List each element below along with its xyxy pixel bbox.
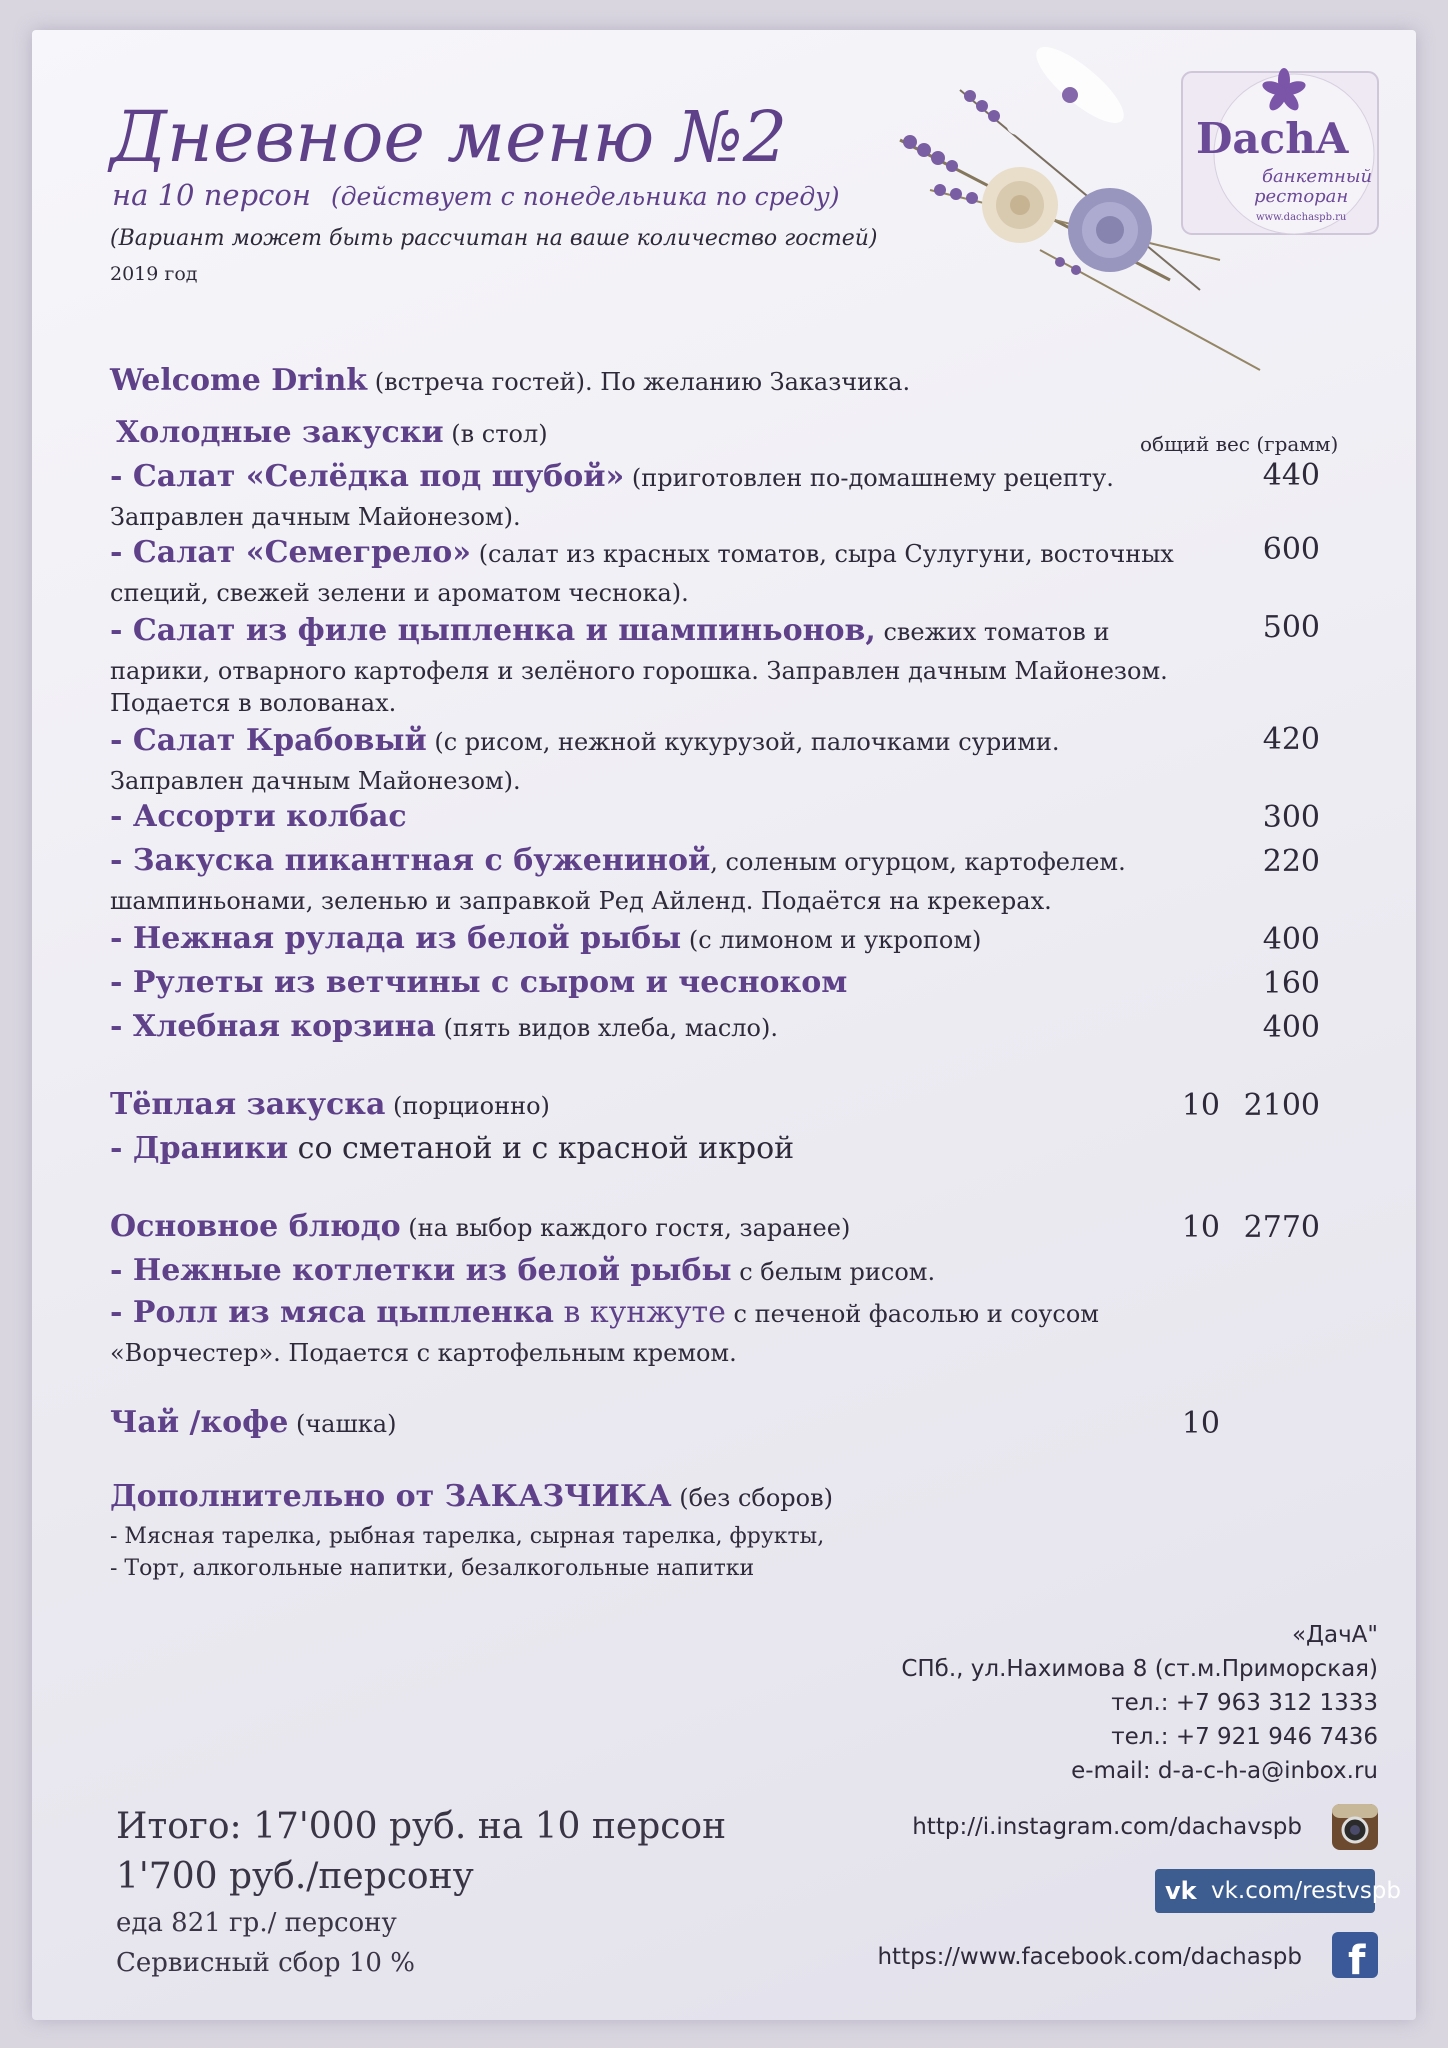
logo-tagline-2: ресторан bbox=[1254, 186, 1349, 207]
menu-item: - Салат «Селёдка под шубой» (приготовлен по-домашнему рецепту. bbox=[110, 459, 1114, 494]
menu-item-desc: Заправлен дачным Майонезом). bbox=[110, 503, 521, 531]
item-weight: 300 bbox=[1262, 800, 1320, 835]
main-item-2: - Ролл из мяса цыпленка в кунжуте с печеной фасолью и соусом bbox=[110, 1295, 1099, 1330]
svg-text:f: f bbox=[1348, 1938, 1366, 1980]
welcome-drink-note: (встреча гостей). По желанию Заказчика. bbox=[374, 368, 911, 396]
contact-phone-2: тел.: +7 921 946 7436 bbox=[1111, 1724, 1378, 1750]
vk-link[interactable] bbox=[1155, 1869, 1402, 1913]
main-weight: 2770 bbox=[1243, 1210, 1320, 1245]
warm-weight: 2100 bbox=[1243, 1088, 1320, 1123]
contact-name: «ДачА" bbox=[1291, 1622, 1378, 1648]
extra-section-header bbox=[110, 1479, 1340, 1514]
year-label: 2019 год bbox=[110, 263, 198, 285]
warm-item: - Драники со сметаной и с красной икрой bbox=[110, 1131, 795, 1166]
persons-label: на 10 персон bbox=[112, 178, 311, 212]
tea-section-title: Чай /кофе bbox=[110, 1405, 289, 1440]
page-title: Дневное меню №2 bbox=[110, 96, 788, 178]
menu-item: - Нежная рулада из белой рыбы (с лимоном и укропом) bbox=[110, 921, 982, 956]
contact-address: СПб., ул.Нахимова 8 (ст.м.Приморская) bbox=[901, 1656, 1378, 1682]
menu-item: - Рулеты из ветчины с сыром и чесноком bbox=[110, 965, 848, 1000]
extra-section-title: Дополнительно от ЗАКАЗЧИКА bbox=[110, 1479, 672, 1514]
tea-section-header bbox=[110, 1405, 1340, 1440]
menu-item-desc: шампиньонами, зеленью и заправкой Ред Айленд. Подаётся на крекерах. bbox=[110, 887, 1052, 915]
contact-phone-1: тел.: +7 963 312 1333 bbox=[1111, 1690, 1378, 1716]
logo-site: www.dachaspb.ru bbox=[1256, 212, 1347, 223]
price-per-person: 1'700 руб./персону bbox=[116, 1856, 474, 1897]
item-weight: 440 bbox=[1262, 458, 1320, 493]
main-section-title: Основное блюдо bbox=[110, 1209, 401, 1244]
validity-note: (действует с понедельника по среду) bbox=[330, 182, 840, 211]
logo-brand: DachA bbox=[1196, 114, 1349, 163]
menu-item: - Закуска пикантная с бужениной, соленым огурцом, картофелем. bbox=[110, 843, 1126, 878]
tea-count: 10 bbox=[1181, 1406, 1220, 1441]
item-weight: 400 bbox=[1262, 922, 1320, 957]
restaurant-logo bbox=[1176, 62, 1386, 242]
extra-section-note: (без сборов) bbox=[679, 1484, 833, 1512]
tea-section-note: (чашка) bbox=[295, 1410, 397, 1438]
menu-item: - Салат Крабовый (с рисом, нежной кукурузой, палочками сурими. bbox=[110, 723, 1060, 758]
warm-section-header bbox=[110, 1087, 1340, 1122]
instagram-link[interactable]: http://i.instagram.com/dachavspb bbox=[912, 1814, 1302, 1840]
extra-line-2: - Торт, алкогольные напитки, безалкогольные напитки bbox=[110, 1556, 755, 1581]
logo-tagline-1: банкетный bbox=[1262, 166, 1373, 187]
main-count: 10 bbox=[1181, 1210, 1220, 1245]
facebook-icon[interactable] bbox=[1330, 1930, 1380, 1980]
extra-line-1: - Мясная тарелка, рыбная тарелка, сырная тарелка, фрукты, bbox=[110, 1524, 825, 1549]
item-weight: 160 bbox=[1262, 966, 1320, 1001]
weight-column-header: общий вес (грамм) bbox=[1140, 432, 1339, 456]
item-weight: 400 bbox=[1262, 1010, 1320, 1045]
item-weight: 500 bbox=[1262, 610, 1320, 645]
food-per-person: еда 821 гр./ персону bbox=[116, 1908, 397, 1938]
main-section-header bbox=[110, 1209, 1340, 1244]
menu-item: - Хлебная корзина (пять видов хлеба, масло). bbox=[110, 1009, 778, 1044]
main-item-2-desc: «Ворчестер». Подается с картофельным кремом. bbox=[110, 1339, 737, 1367]
item-weight: 420 bbox=[1262, 722, 1320, 757]
contact-email: e-mail: d-a-c-h-a@inbox.ru bbox=[1071, 1758, 1378, 1784]
welcome-drink-line bbox=[110, 363, 1340, 398]
warm-section-title: Тёплая закуска bbox=[110, 1087, 386, 1122]
main-item-1: - Нежные котлетки из белой рыбы с белым рисом. bbox=[110, 1253, 936, 1288]
main-section-note: (на выбор каждого гостя, заранее) bbox=[408, 1214, 851, 1242]
item-weight: 600 bbox=[1262, 532, 1320, 567]
total-price: Итого: 17'000 руб. на 10 персон bbox=[116, 1806, 727, 1847]
vk-link-text: vk.com/restvspb bbox=[1211, 1878, 1402, 1904]
menu-item-desc: Заправлен дачным Майонезом). bbox=[110, 767, 521, 795]
vk-icon: vk bbox=[1165, 1877, 1197, 1905]
menu-item: - Салат «Семегрело» (салат из красных томатов, сыра Сулугуни, восточных bbox=[110, 535, 1174, 570]
warm-section-note: (порционно) bbox=[393, 1092, 550, 1120]
instagram-icon[interactable] bbox=[1330, 1802, 1380, 1852]
service-fee: Сервисный сбор 10 % bbox=[116, 1948, 415, 1978]
menu-item: - Ассорти колбас bbox=[110, 799, 407, 834]
cold-section-title: Холодные закуски bbox=[116, 415, 444, 450]
item-weight: 220 bbox=[1262, 844, 1320, 879]
menu-item-desc: парики, отварного картофеля и зелёного горошка. Заправлен дачным Майонезом. bbox=[110, 657, 1168, 685]
menu-item: - Салат из филе цыпленка и шампиньонов, свежих томатов и bbox=[110, 613, 1110, 648]
variant-note: (Вариант может быть рассчитан на ваше количество гостей) bbox=[110, 226, 878, 251]
menu-item-desc: Подается в волованах. bbox=[110, 689, 397, 717]
cold-section-note: (в стол) bbox=[451, 420, 548, 448]
welcome-drink-title: Welcome Drink bbox=[110, 363, 368, 398]
warm-count: 10 bbox=[1181, 1088, 1220, 1123]
facebook-link[interactable]: https://www.facebook.com/dachaspb bbox=[877, 1944, 1302, 1970]
subtitle bbox=[112, 178, 840, 212]
menu-item-desc: специй, свежей зелени и ароматом чеснока). bbox=[110, 579, 689, 607]
